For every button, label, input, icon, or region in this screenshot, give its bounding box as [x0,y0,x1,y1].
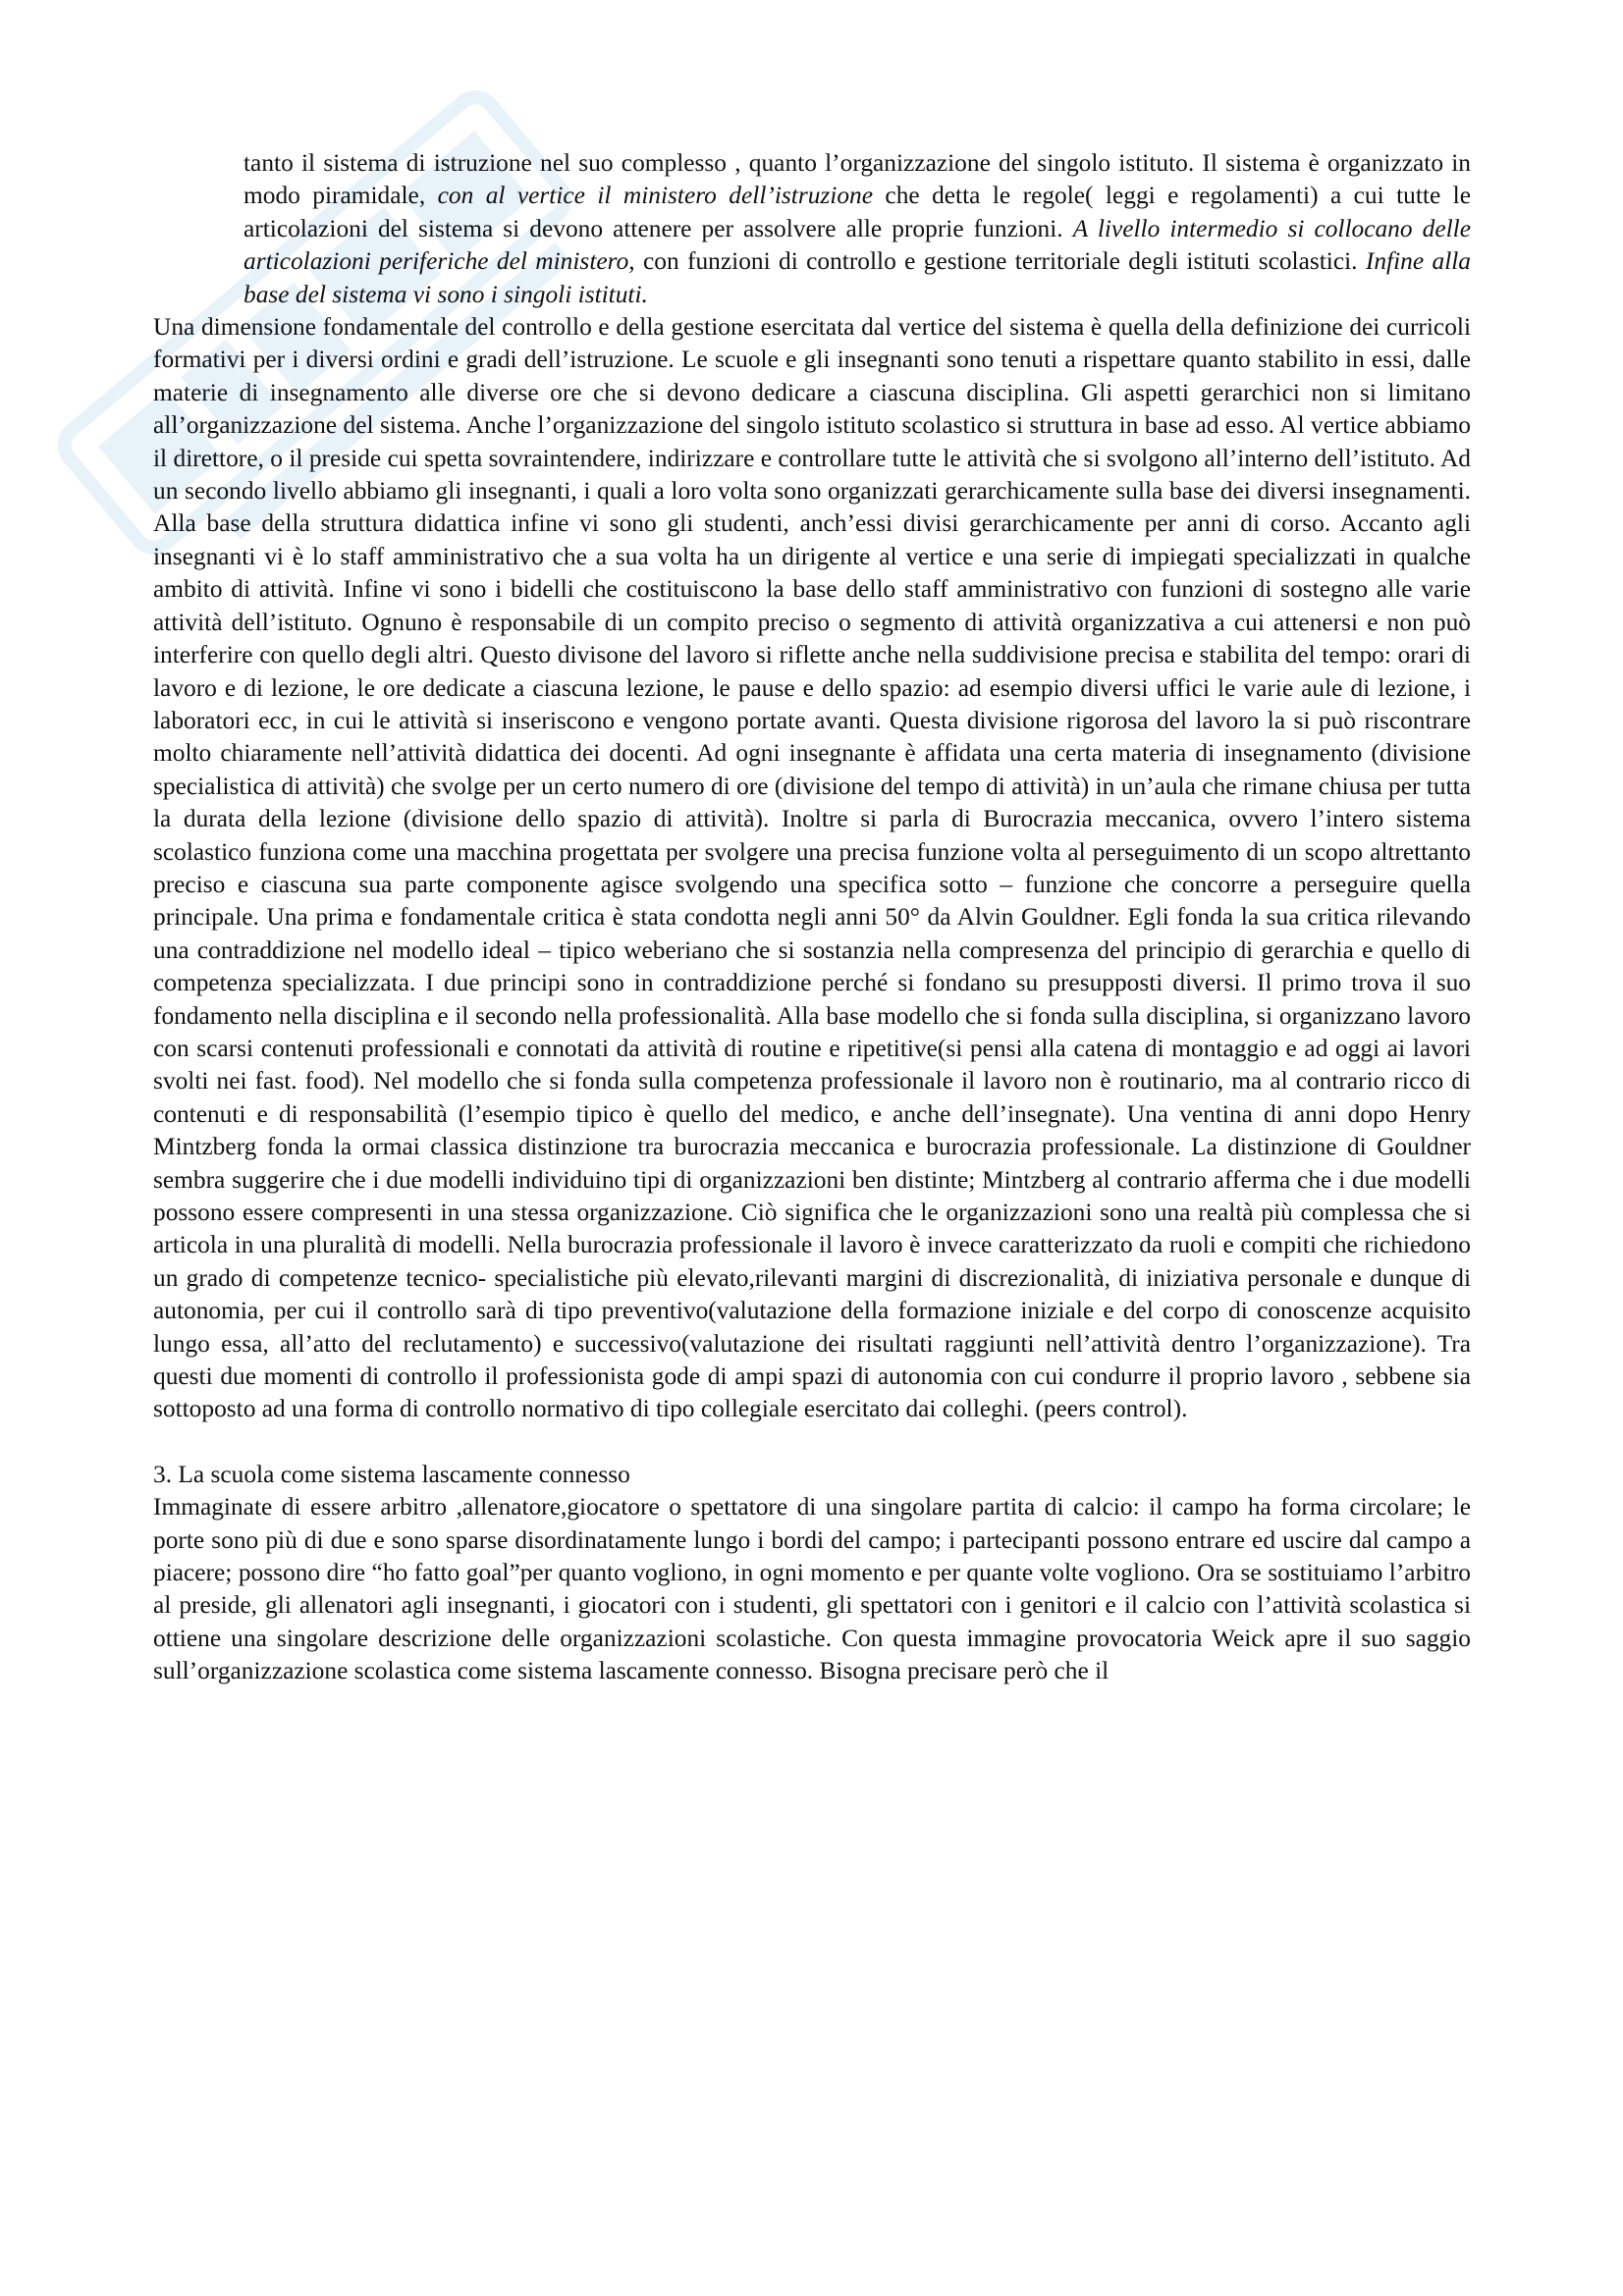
intro-italic-3: Infine alla base del sistema vi sono i singoli istituti. [243,247,1471,308]
section-heading: 3. La scuola come sistema lascamente connesso [153,1460,630,1488]
intro-text-3: , con funzioni di controllo e gestione territoriale degli istituti scolastici. [628,247,1366,276]
intro-text-1: tanto il sistema di istruzione nel suo complesso , quanto l’organizzazione del singolo istituto. Il sistema è organizzato in modo piramidale, [243,149,1471,210]
intro-paragraph [243,147,1471,311]
document-body [153,147,1471,1688]
intro-italic-2: A livello intermedio si collocano delle articolazioni periferiche del ministero [243,214,1471,276]
main-paragraph: Una dimensione fondamentale del controllo e della gestione esercitata dal vertice del sistema è quella della definizione dei curricoli formativi per i diversi ordini e gradi dell’istruzione. Le scuole e gli insegnanti sono tenuti a rispettare quanto stabilito in essi, dalle materie di insegnamento alle diverse ore che si devono dedicare a ciascuna disciplina. Gli aspetti gerarchici non si limitano all’organizzazione del sistema. Anche l’organizzazione del singolo istituto scolastico si struttura in base ad esso. Al vertice abbiamo il direttore, o il preside cui spetta sovraintendere, indirizzare e controllare tutte le attività che si svolgono all’interno dell’istituto. Ad un secondo livello abbiamo gli insegnanti, i quali a loro volta sono organizzati gerarchicamente sulla base dei diversi insegnamenti. Alla base della struttura didattica infine vi sono gli studenti, anch’essi divisi gerarchicamente per anni di corso. Accanto agli insegnanti vi è lo staff amministrativo che a sua volta ha un dirigente al vertice e una serie di impiegati specializzati in qualche ambito di attività. Infine vi sono i bidelli che costituiscono la base dello staff amministrativo con funzioni di sostegno alle varie attività dell’istituto. Ognuno è responsabile di un compito preciso o segmento di attività organizzativa a cui attenersi e non può interferire con quello degli altri. Questo divisone del lavoro si riflette anche nella suddivisione precisa e stabilita del tempo: orari di lavoro e di lezione, le ore dedicate a ciascuna lezione, le pause e dello spazio: ad esempio diversi uffici le varie aule di lezione, i laboratori ecc, in cui le attività si inseriscono e vengono portate avanti. Questa divisione rigorosa del lavoro la si può riscontrare molto chiaramente nell’attività didattica dei docenti. Ad ogni insegnante è affidata una certa materia di insegnamento (divisione specialistica di attività) che svolge per un certo numero di ore (divisione del tempo di attività) in un’aula che rimane chiusa per tutta la durata della lezione (divisione dello spazio di attività). Inoltre si parla di Burocrazia meccanica, ovvero l’intero sistema scolastico funziona come una macchina progettata per svolgere una precisa funzione volta al perseguimento di un scopo altrettanto preciso e ciascuna sua parte componente agisce svolgendo una specifica sotto – funzione che concorre a perseguire quella principale. Una prima e fondamentale critica è stata condotta negli anni 50° da Alvin Gouldner. Egli fonda la sua critica rilevando una contraddizione nel modello ideal – tipico weberiano che si sostanzia nella compresenza del principio di gerarchia e quello di competenza specializzata. I due principi sono in contraddizione perché si fondano su presupposti diversi. Il primo trova il suo fondamento nella disciplina e il secondo nella professionalità. Alla base modello che si fonda sulla disciplina, si organizzano lavoro con scarsi contenuti professionali e connotati da attività di routine e ripetitive(si pensi alla catena di montaggio e ad oggi ai lavori svolti nei fast. food). Nel modello che si fonda sulla competenza professionale il lavoro non è routinario, ma al contrario ricco di contenuti e di responsabilità (l’esempio tipico è quello del medico, e anche dell’insegnate). Una ventina di anni dopo Henry Mintzberg fonda la ormai classica distinzione tra burocrazia meccanica e burocrazia professionale. La distinzione di Gouldner sembra suggerire che i due modelli individuino tipi di organizzazioni ben distinte; Mintzberg al contrario afferma che i due modelli possono essere compresenti in una stessa organizzazione. Ciò significa che le organizzazioni sono una realtà più complessa che si articola in una pluralità di modelli. Nella burocrazia professionale il lavoro è invece caratterizzato da ruoli e compiti che richiedono un grado di competenze tecnico- specialistiche più elevato,rilevanti margini di discrezionalità, di iniziativa personale e dunque di autonomia, per cui il controllo sarà di tipo preventivo(valutazione della formazione iniziale e del corpo di conoscenze acquisito lungo essa, all’atto del reclutamento) e successivo(valutazione dei risultati raggiunti nell’attività dentro l’organizzazione). Tra questi due momenti di controllo il professionista gode di ampi spazi di autonomia con cui condurre il proprio lavoro , sebbene sia sottoposto ad una forma di controllo normativo di tipo collegiale esercitato dai colleghi. (peers control). [153,313,1471,1423]
intro-italic-1: con al vertice il ministero dell’istruzione [437,182,873,210]
intro-text-2: che detta le regole( leggi e regolamenti) a cui tutte le articolazioni del sistema si devono attenere per assolvere alle proprie funzioni. [243,182,1471,242]
section-paragraph: Immaginate di essere arbitro ,allenatore,giocatore o spettatore di una singolare partita di calcio: il campo ha forma circolare; le porte sono più di due e sono sparse disordinatamente lungo i bordi del campo; i partecipanti possono entrare ed uscire dal campo a piacere; possono dire “ho fatto goal”per quanto vogliono, in ogni momento e per quante volte vogliono. Ora se sostituiamo l’arbitro al preside, gli allenatori agli insegnanti, i giocatori con i studenti, gli spettatori con i genitori e il calcio con l’attività scolastica si ottiene una singolare descrizione delle organizzazioni scolastiche. Con questa immagine provocatoria Weick apre il suo saggio sull’organizzazione scolastica come sistema lascamente connesso. Bisogna precisare però che il [153,1493,1471,1685]
